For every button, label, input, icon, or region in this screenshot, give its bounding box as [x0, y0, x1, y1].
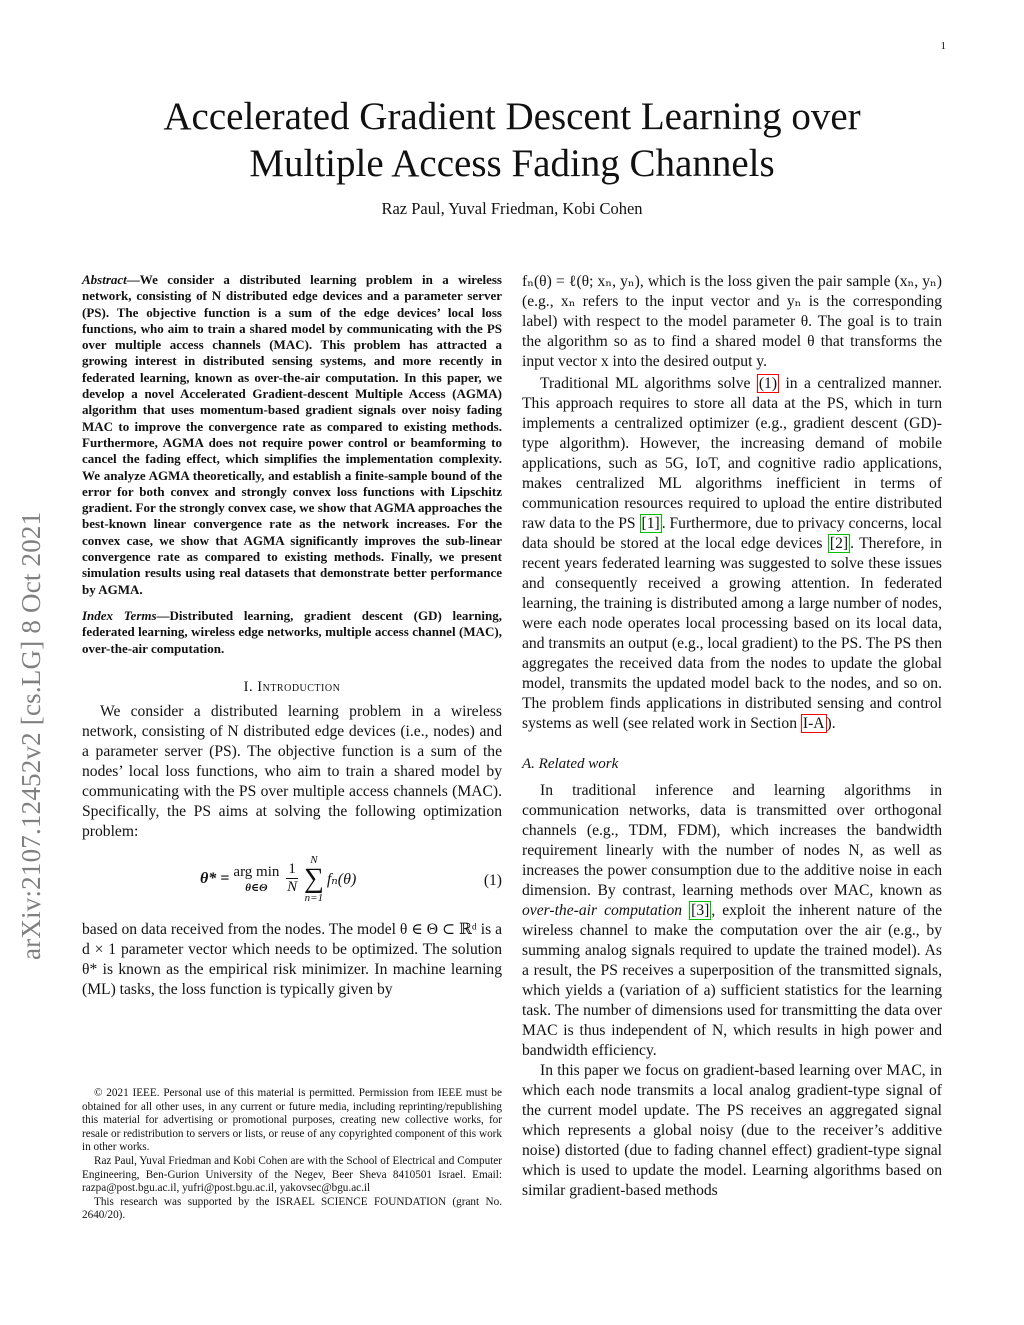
page-number: 1 — [940, 40, 946, 52]
index-terms — [82, 608, 502, 657]
intro-paragraph-2: based on data received from the nodes. The model θ ∈ Θ ⊂ ℝᵈ is a d × 1 parameter vector which needs to be optimized. The solution θ* is known as the empirical risk minimizer. In machine learning (ML) tasks, the loss function is typically given by — [82, 920, 502, 998]
abstract-text: —We consider a distributed learning problem in a wireless network, consisting of N distributed edge devices and a parameter server (PS). The objective function is a sum of the edge devices’ local loss functions, who aim to train a shared model by communicating with the PS over multiple access channels (MAC). This problem has attracted a growing interest in distributed sensing systems, and more recently in federated learning, known as over-the-air computation. In this paper, we develop a novel Accelerated Gradient-descent Multiple Access (AGMA) algorithm that uses momentum-based gradient signals over noisy fading MAC to improve the convergence rate as compared to existing methods. Furthermore, AGMA does not require power control or beamforming to cancel the fading effect, which simplifies the implementation complexity. We analyze AGMA theoretically, and establish a finite-sample bound of the error for both convex and strongly convex loss functions with Lipschitz gradient. For the strongly convex case, we show that AGMA approaches the best-known linear convergence rate as the network increases. For the convex case, we show that AGMA significantly improves the sub-linear convergence rate as compared to existing methods. Finally, we present simulation results using real datasets that demonstrate better performance by AGMA. — [82, 272, 502, 597]
emphasis-text: over-the-air computation — [522, 902, 683, 919]
right-column — [522, 272, 942, 1201]
abstract — [82, 272, 502, 598]
copyright-notice: © 2021 IEEE. Personal use of this material is permitted. Permission from IEEE must be obtained for all other uses, in any current or future media, including reprinting/republishing this material for advertising or promotional purposes, creating new collective works, for resale or redistribution to servers or lists, or reuse of any copyrighted component of this work in other works. — [82, 1087, 502, 1154]
text-run: Traditional ML algorithms solve — [540, 375, 757, 392]
section-title: Introduction — [257, 678, 341, 695]
footnotes — [82, 1087, 502, 1223]
citation-link[interactable]: [3] — [691, 902, 710, 919]
index-terms-label: Index Terms — [82, 607, 157, 623]
text-run: In traditional inference and learning algorithms in communication networks, data is transmitted over orthogonal channels (e.g., TDM, FDM), which increases the bandwidth requirement linearly with the number of nodes N, as well as increases the power consumption due to the additive noise in each dimension. By contrast, learning methods over MAC, known as — [522, 782, 942, 899]
authors: Raz Paul, Yuval Friedman, Kobi Cohen — [381, 199, 643, 218]
author-affiliation: Raz Paul, Yuval Friedman and Kobi Cohen are with the School of Electrical and Computer Engineering, Ben-Gurion University of the Negev, Beer Sheva 8410501 Israel. Email: razpa@post.bgu.ac.il, yufri@post.bgu.ac.il, yakovsec@bgu.ac.il — [82, 1154, 502, 1195]
sum-lower-limit: n=1 — [304, 891, 324, 904]
left-column — [82, 272, 502, 1000]
arxiv-stamp: arXiv:2107.12452v2 [cs.LG] 8 Oct 2021 — [16, 511, 46, 960]
text-run: . Furthermore, due to privacy concerns, local data should be stored at the local edge devices — [522, 515, 942, 552]
text-run: , exploit the inherent nature of the wireless channel to make the computation over the air (e.g., by summing analog signals required to update the trained model). As a result, the PS receives a superposition of the transmitted signals, which yields a (variation of a) sufficient statistics for the learning task. The number of dimensions used for transmitting the data over MAC is thus independent of N, which results in high power and bandwidth efficiency. — [522, 902, 943, 1059]
abstract-label: Abstract — [82, 272, 127, 287]
loss-paragraph: fₙ(θ) = ℓ(θ; xₙ, yₙ), which is the loss given the pair sample (xₙ, yₙ) (e.g., xₙ refers to the input vector and yₙ is the corresponding label) with respect to the model parameter θ. The goal is to train the algorithm so as to find a shared model θ that transforms the input vector x into the desired output y. — [522, 273, 942, 370]
equation-1 — [82, 850, 502, 914]
equation-number: (1) — [483, 871, 502, 889]
fraction — [286, 861, 298, 896]
summation — [304, 854, 324, 904]
section-ref-link[interactable]: I-A — [802, 715, 825, 732]
argmin-subscript: θ∈Θ — [245, 881, 268, 894]
paper-title — [0, 93, 1024, 187]
argmin-operator — [233, 864, 279, 894]
intro-paragraph-1: We consider a distributed learning problem in a wireless network, consisting of N distributed edge devices (i.e., nodes) and a parameter server (PS). The objective function is a sum of the nodes’ local loss functions, who aim to train a shared model by communicating with the PS over multiple access channels (MAC). Specifically, the PS aims at solving the following optimization problem: — [82, 702, 502, 840]
equation-lhs: θ* = — [200, 869, 230, 887]
equation-rhs: fₙ(θ) — [326, 870, 357, 888]
sum-upper-limit: N — [310, 853, 318, 866]
subsection-heading: A. Related work — [522, 756, 619, 772]
section-numeral: I. — [243, 678, 258, 695]
index-terms-text: —Distributed learning, gradient descent (GD) learning, federated learning, wireless edge networks, multiple access channel (MAC), over-the-air computation. — [82, 607, 502, 656]
citation-link[interactable]: [1] — [641, 515, 660, 532]
title-line-1: Accelerated Gradient Descent Learning over — [163, 95, 861, 138]
text-run: . Therefore, in recent years federated learning was suggested to solve these issues and consequently received a growing attention. In federated learning, the training is distributed among a large number of nodes, were each node operates local processing based on its local data, and transmits an output (e.g., local gradient) to the PS. The PS then aggregates the received data from the nodes to update the global model, transmits the updated model back to the nodes, and so on. The problem finds applications in distributed sensing and control systems as well (see related work in Section — [522, 535, 943, 732]
text-run: ). — [826, 715, 836, 732]
fraction-numerator: 1 — [288, 861, 296, 878]
argmin-text: arg min — [233, 863, 280, 880]
citation-link[interactable]: [2] — [829, 535, 849, 552]
section-heading — [82, 679, 502, 696]
title-line-2: Multiple Access Fading Channels — [249, 142, 775, 185]
related-work-paragraph — [522, 781, 942, 1061]
sigma-symbol-icon: ∑ — [303, 862, 324, 894]
traditional-ml-paragraph — [522, 374, 942, 734]
fraction-denominator: N — [287, 879, 298, 896]
focus-paragraph: In this paper we focus on gradient-based learning over MAC, in which each node transmits a local analog gradient-type signal of the current model update. The PS receives an aggregated signal which represents a global noisy (due to the receiver’s additive noise) distorted (due to fading channel effect) gradient-type signal which is used to update the model. Learning algorithms based on similar gradient-based methods — [522, 1062, 942, 1199]
funding-note: This research was supported by the ISRAEL SCIENCE FOUNDATION (grant No. 2640/20). — [82, 1195, 502, 1222]
text-run: in a centralized manner. This approach requires to store all data at the PS, which in turn implements a centralized optimizer (e.g., gradient descent (GD)-type algorithm). However, the increasing demand of mobile applications, such as 5G, IoT, and cognitive radio applications, makes centralized ML algorithms inefficient in terms of communication resources required to upload the entire distributed raw data to the PS — [522, 375, 942, 532]
equation-ref-link[interactable]: (1) — [758, 375, 778, 392]
